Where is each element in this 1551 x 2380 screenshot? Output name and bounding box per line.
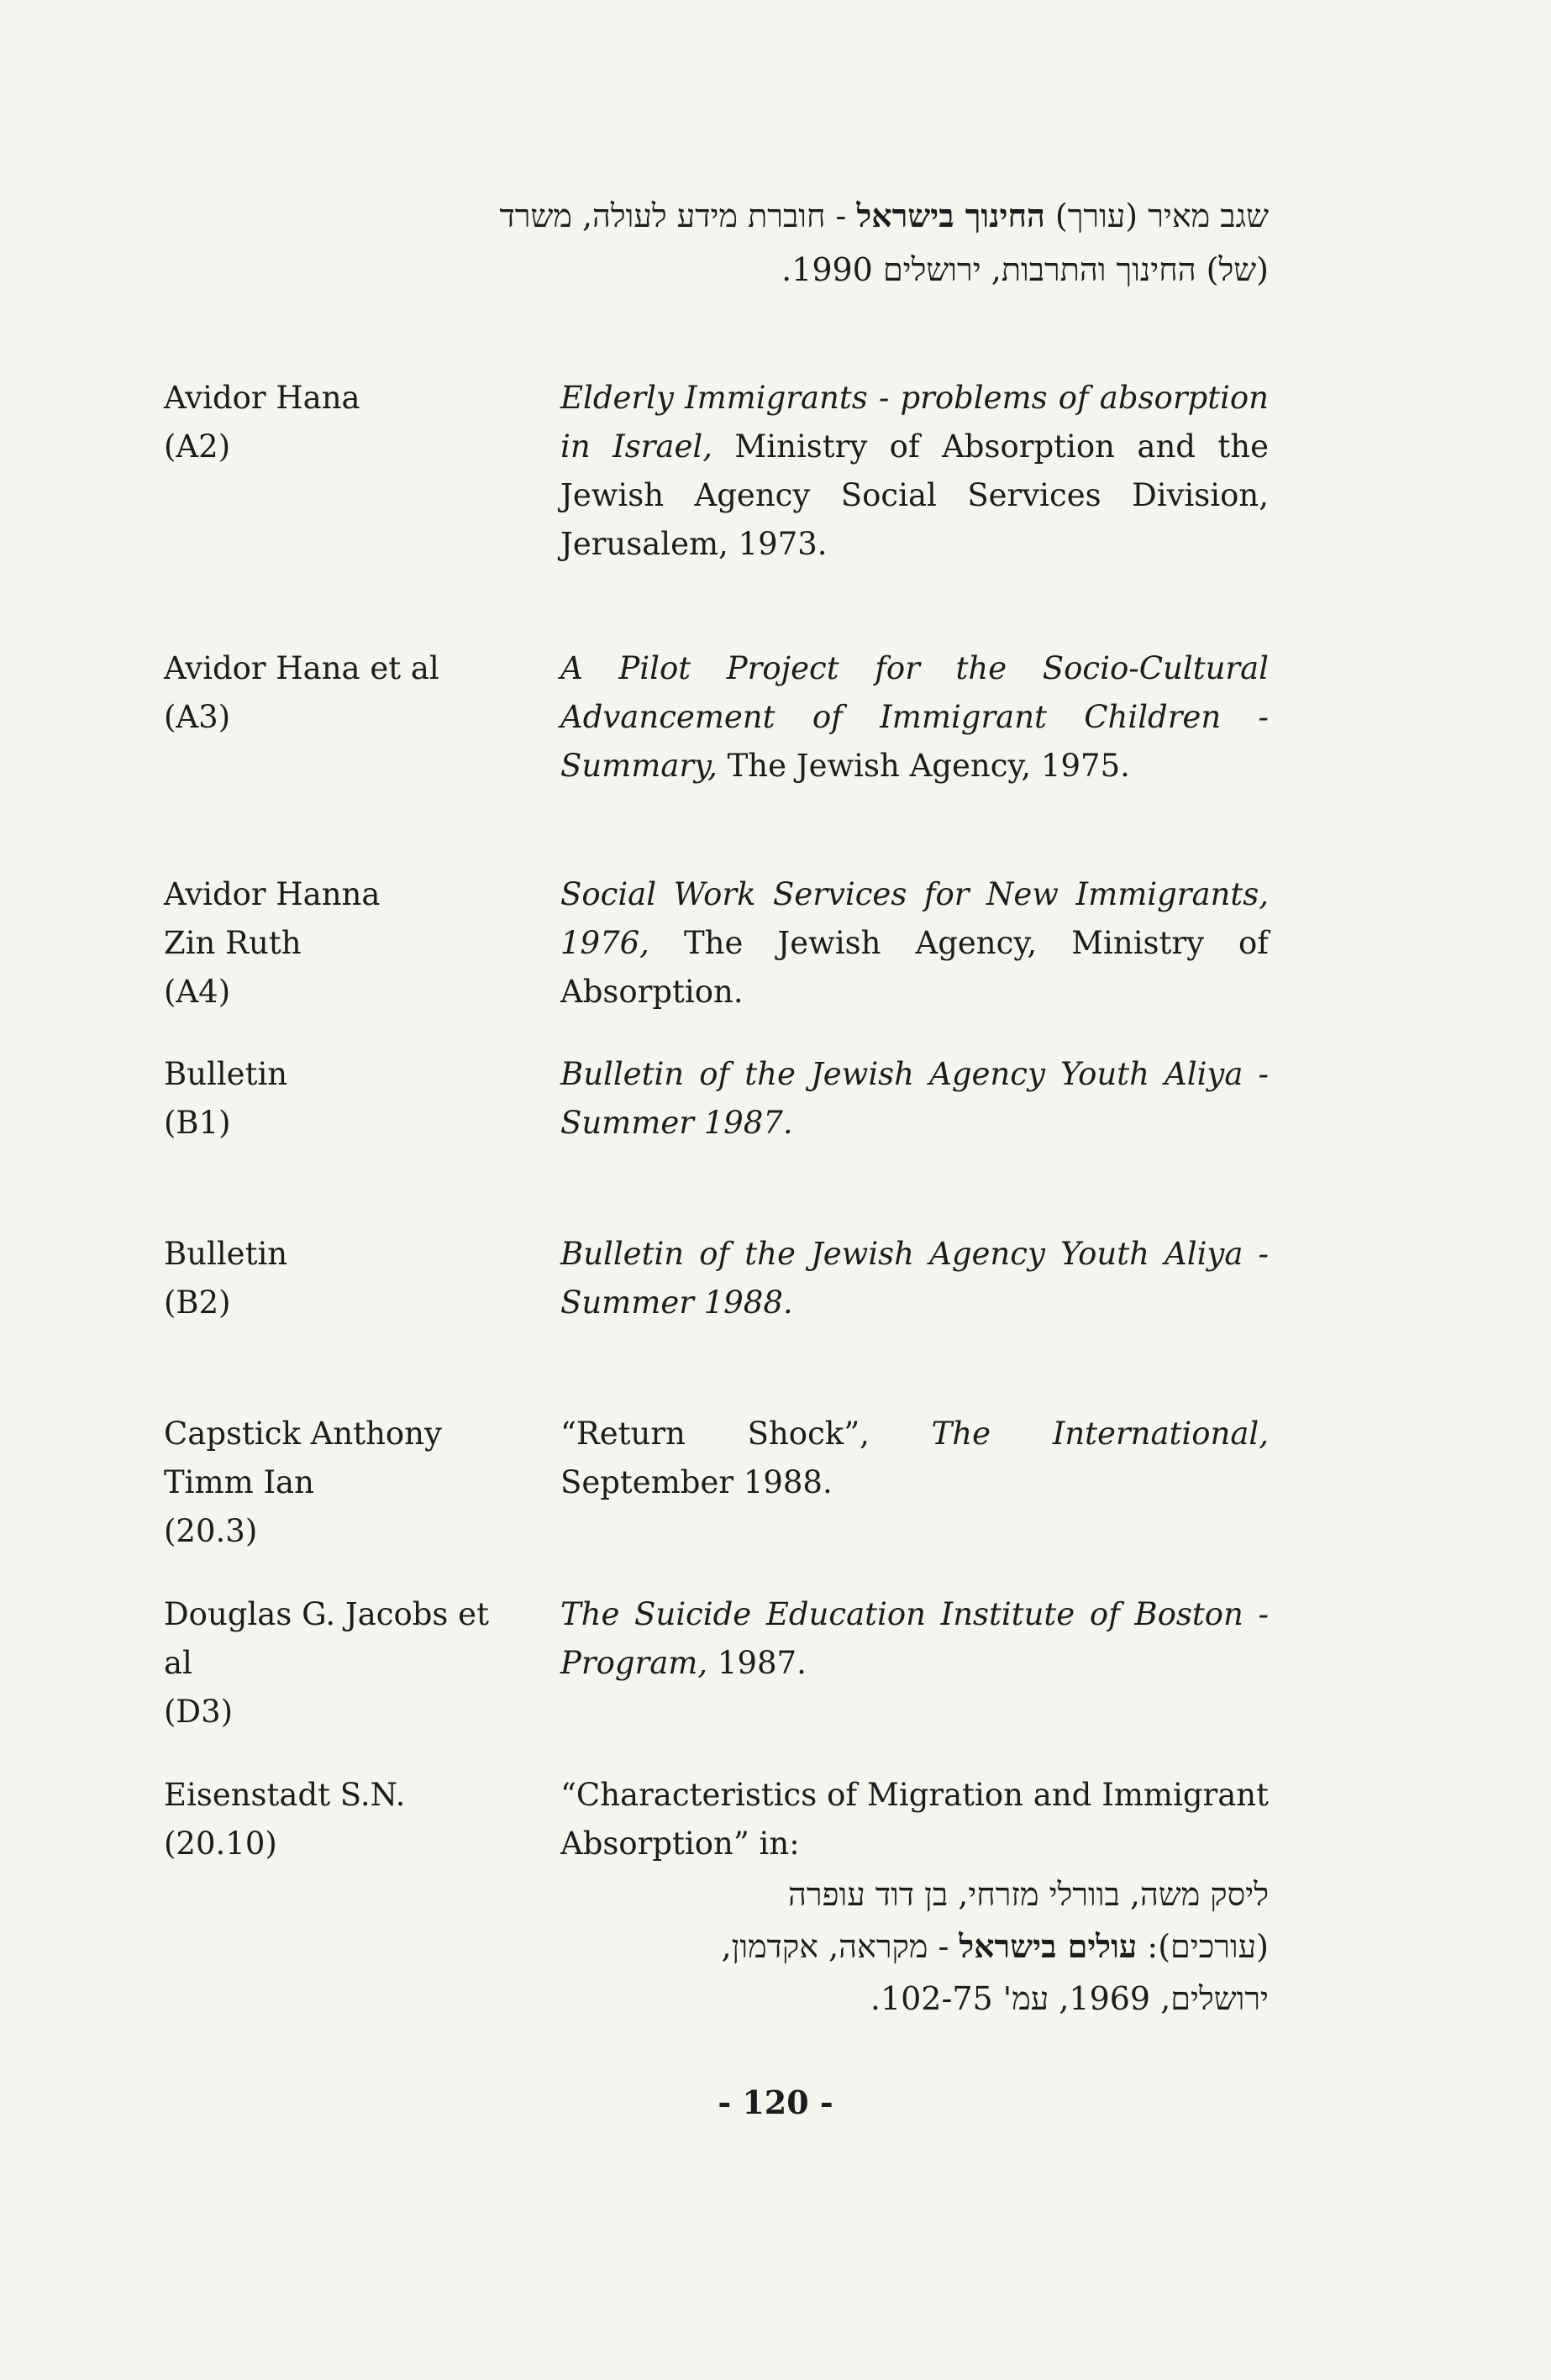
entry-reference — [560, 1230, 1269, 1327]
hebrew-header-line-1: שגב מאיר (עורך) החינוך בישראל - חוברת מידע לעולה, משרד — [499, 197, 1269, 234]
entry-author: Avidor Hana et al (A3) — [164, 650, 439, 735]
entry-reference — [560, 1050, 1269, 1148]
entry-author: Eisenstadt S.N. (20.10) — [164, 1777, 406, 1862]
entry-author: Avidor Hana (A2) — [164, 380, 360, 465]
entry-title: Bulletin of the Jewish Agency Youth Aliya - Summer 1988. — [560, 1236, 1269, 1321]
entry-title: The International, — [931, 1416, 1269, 1452]
entry-author: Capstick Anthony Timm Ian (20.3) — [164, 1416, 442, 1549]
entry-reference: “Return Shock”, The International, September 1988. — [560, 1416, 1269, 1500]
entry-title: Social Work Services for New Immigrants, 1976, — [560, 876, 1269, 961]
entry-reference: The Suicide Education Institute of Boston - Program, 1987. — [560, 1596, 1269, 1681]
page-number: - 120 - — [718, 2083, 833, 2121]
hebrew-header-line-2: (של) החינוך והתרבות, ירושלים 1990. — [781, 251, 1269, 288]
entry-reference: Social Work Services for New Immigrants, 1976, The Jewish Agency, Ministry of Absorption. — [560, 876, 1269, 1010]
entry-title: The Suicide Education Institute of Boston - Program, — [560, 1596, 1269, 1681]
hebrew-citation-line-1: ליסק משה, בוורלי מזרחי, בן דוד עופרה — [788, 1876, 1269, 1913]
entry-author: Douglas G. Jacobs et al (D3) — [164, 1596, 489, 1730]
hebrew-header-bold-title: החינוך בישראל — [856, 197, 1045, 234]
hebrew-citation-line-3: ירושלים, 1969, עמ' 102-75. — [870, 1980, 1269, 2017]
entry-title: Bulletin of the Jewish Agency Youth Aliya - Summer 1987. — [560, 1056, 1269, 1141]
hebrew-reference-header — [151, 189, 1269, 297]
entry-reference: “Characteristics of Migration and Immigrant Absorption” in: ליסק משה, בוורלי מזרחי, בן דוד עופרה (עורכים): עולים בישראל - מקראה, אקדמון, ירושלים, 1969, עמ' 102-75. — [560, 1771, 1269, 2025]
entry-author: Bulletin (B1) — [164, 1056, 288, 1141]
entry-title: Elderly Immigrants - problems of absorption in Israel, — [560, 380, 1269, 465]
entry-author: Bulletin (B2) — [164, 1236, 288, 1321]
entry-reference: Elderly Immigrants - problems of absorption in Israel, Ministry of Absorption and the Jewish Agency Social Services Division, Jerusalem, 1973. — [560, 380, 1269, 562]
entry-reference: A Pilot Project for the Socio-Cultural Advancement of Immigrant Children - Summary, The Jewish Agency, 1975. — [560, 650, 1269, 784]
entry-title: A Pilot Project for the Socio-Cultural Advancement of Immigrant Children - Summary, — [560, 650, 1269, 784]
entry-author: Avidor Hanna Zin Ruth (A4) — [164, 876, 381, 1010]
hebrew-citation-line-2: (עורכים): עולים בישראל - מקראה, אקדמון, — [721, 1927, 1269, 1965]
